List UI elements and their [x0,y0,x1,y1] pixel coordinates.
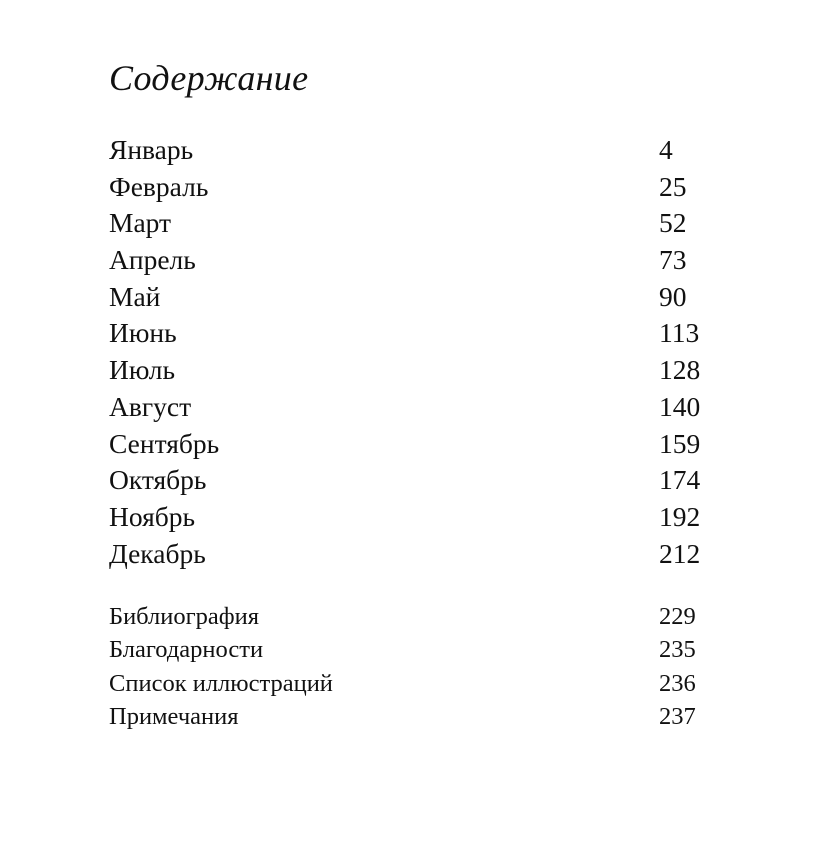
toc-entry-april [109,242,749,279]
toc-entry-november [109,499,749,536]
toc-entry-page-number: 174 [659,464,701,496]
toc-entry-label: Библиография [109,603,260,630]
toc-entry-label: Март [109,207,172,239]
toc-entry-label: Июнь [109,317,177,349]
toc-entry-label: Январь [109,134,194,165]
toc-entry-label: Декабрь [109,537,206,569]
toc-entry-label: Июль [109,354,175,386]
toc-back-matter-list [109,600,749,733]
toc-entry-page-number: 25 [659,170,687,202]
toc-entry-page-number: 52 [659,207,687,239]
toc-entry-label: Май [109,280,161,312]
toc-chapters-list [109,132,749,572]
toc-entry-acknowledgements [109,633,749,666]
toc-entry-page-number: 113 [659,317,700,349]
toc-entry-february [109,169,749,206]
toc-entry-august [109,389,749,426]
toc-entry-page-number: 229 [659,603,696,630]
toc-entry-label: Апрель [109,244,196,276]
toc-entry-may [109,279,749,316]
toc-entry-label: Ноябрь [109,500,196,532]
toc-entry-page-number: 90 [659,280,687,312]
toc-entry-label: Август [109,390,192,422]
toc-entry-december [109,536,749,573]
toc-entry-label: Октябрь [109,464,207,496]
toc-entry-october [109,462,749,499]
toc-entry-page-number: 237 [659,702,696,730]
toc-entry-label: Февраль [109,170,209,202]
toc-entry-page-number: 140 [659,390,701,422]
toc-entry-notes [109,700,749,733]
toc-entry-list-of-illustrations [109,667,749,700]
toc-entry-label: Сентябрь [109,427,220,459]
toc-entry-page-number: 128 [659,354,701,386]
toc-entry-page-number: 73 [659,244,687,276]
toc-entry-page-number: 159 [659,427,701,459]
toc-entry-label: Примечания [109,702,239,730]
toc-entry-march [109,205,749,242]
toc-entry-label: Список иллюстраций [109,669,333,697]
toc-entry-label: Благодарности [109,636,264,664]
toc-entry-bibliography [109,600,749,633]
toc-entry-page-number: 212 [659,537,701,569]
toc-entry-january [109,132,749,169]
toc-entry-june [109,315,749,352]
toc-entry-page-number: 236 [659,669,696,697]
toc-entry-page-number: 192 [659,500,701,532]
page-title: Содержание [109,58,309,98]
toc-entry-page-number: 235 [659,636,696,664]
toc-entry-september [109,426,749,463]
toc-entry-page-number: 4 [659,134,673,165]
toc-entry-july [109,352,749,389]
